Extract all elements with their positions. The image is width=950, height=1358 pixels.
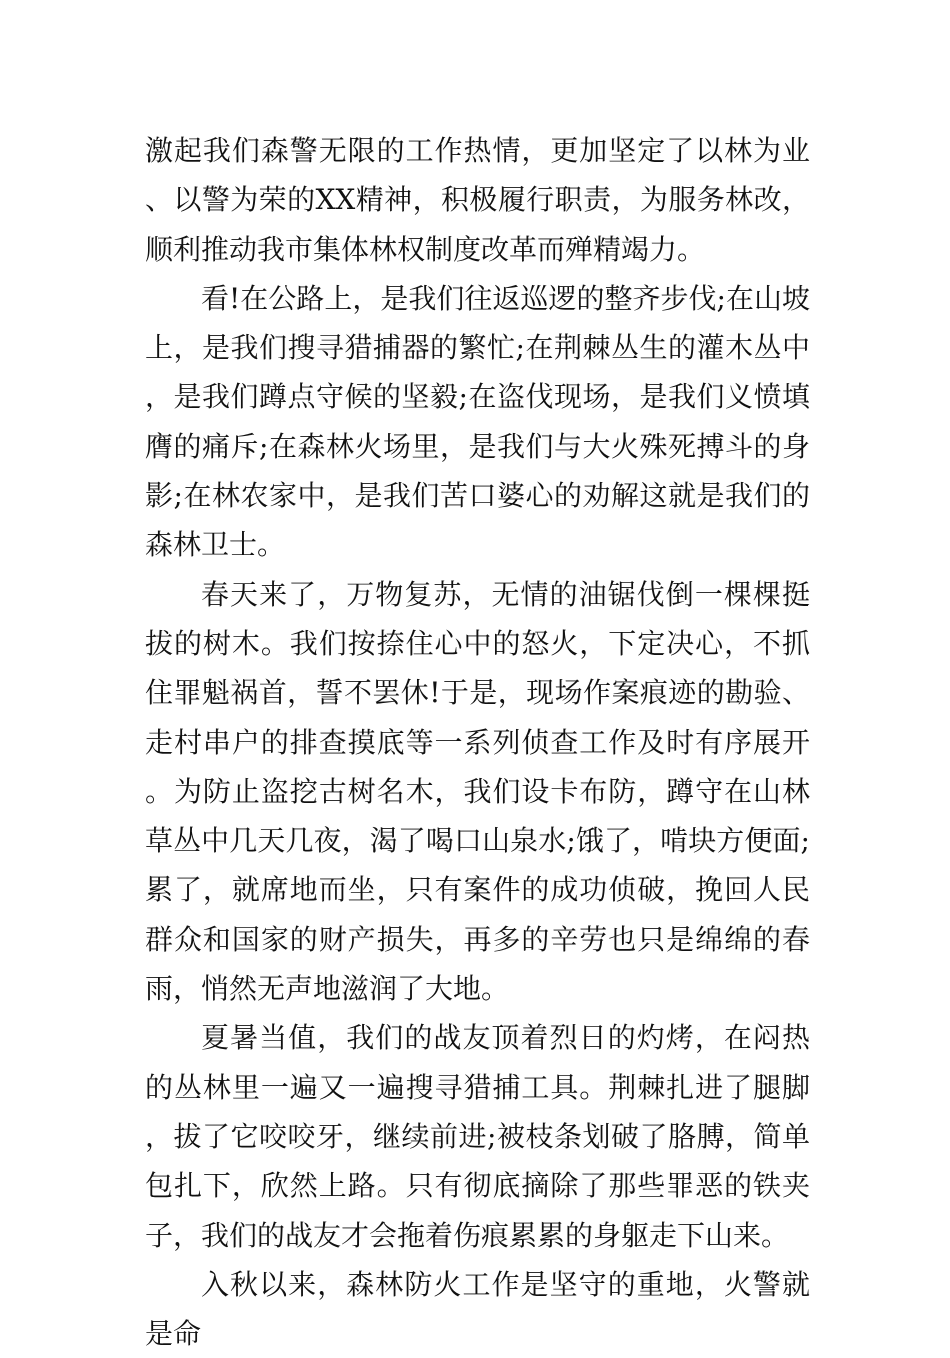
- paragraph-autumn: 入秋以来，森林防火工作是坚守的重地，火警就是命: [145, 1267, 810, 1351]
- paragraph-patrol: 看!在公路上，是我们往返巡逻的整齐步伐;在山坡上，是我们搜寻猎捕器的繁忙;在荆棘丛生的灌木丛中，是我们蹲点守候的坚毅;在盗伐现场，是我们义愤填膺的痛斥;在森林火场里，是我们与大火殊死搏斗的身影;在林农家中，是我们苦口婆心的劝解这就是我们的森林卫士。: [145, 281, 810, 562]
- paragraph-summer: 夏暑当值，我们的战友顶着烈日的灼烤，在闷热的丛林里一遍又一遍搜寻猎捕工具。荆棘扎进了腿脚，拔了它咬咬牙，继续前进;被枝条划破了胳膊，简单包扎下，欣然上路。只有彻底摘除了那些罪恶的铁夹子，我们的战友才会拖着伤痕累累的身躯走下山来。: [145, 1021, 810, 1252]
- document-body: [145, 126, 810, 1358]
- paragraph-spring: 春天来了，万物复苏，无情的油锯伐倒一棵棵挺拔的树木。我们按捺住心中的怒火，下定决心，不抓住罪魁祸首，誓不罢休!于是，现场作案痕迹的勘验、走村串户的排查摸底等一系列侦查工作及时有序展开。为防止盗挖古树名木，我们设卡布防，蹲守在山林草丛中几天几夜，渴了喝口山泉水;饿了，啃块方便面;累了，就席地而坐，只有案件的成功侦破，挽回人民群众和国家的财产损失，再多的辛劳也只是绵绵的春雨，悄然无声地滋润了大地。: [145, 577, 810, 1006]
- paragraph-continuation: 激起我们森警无限的工作热情，更加坚定了以林为业、以警为荣的XX精神，积极履行职责，为服务林改，顺利推动我市集体林权制度改革而殚精竭力。: [145, 134, 810, 266]
